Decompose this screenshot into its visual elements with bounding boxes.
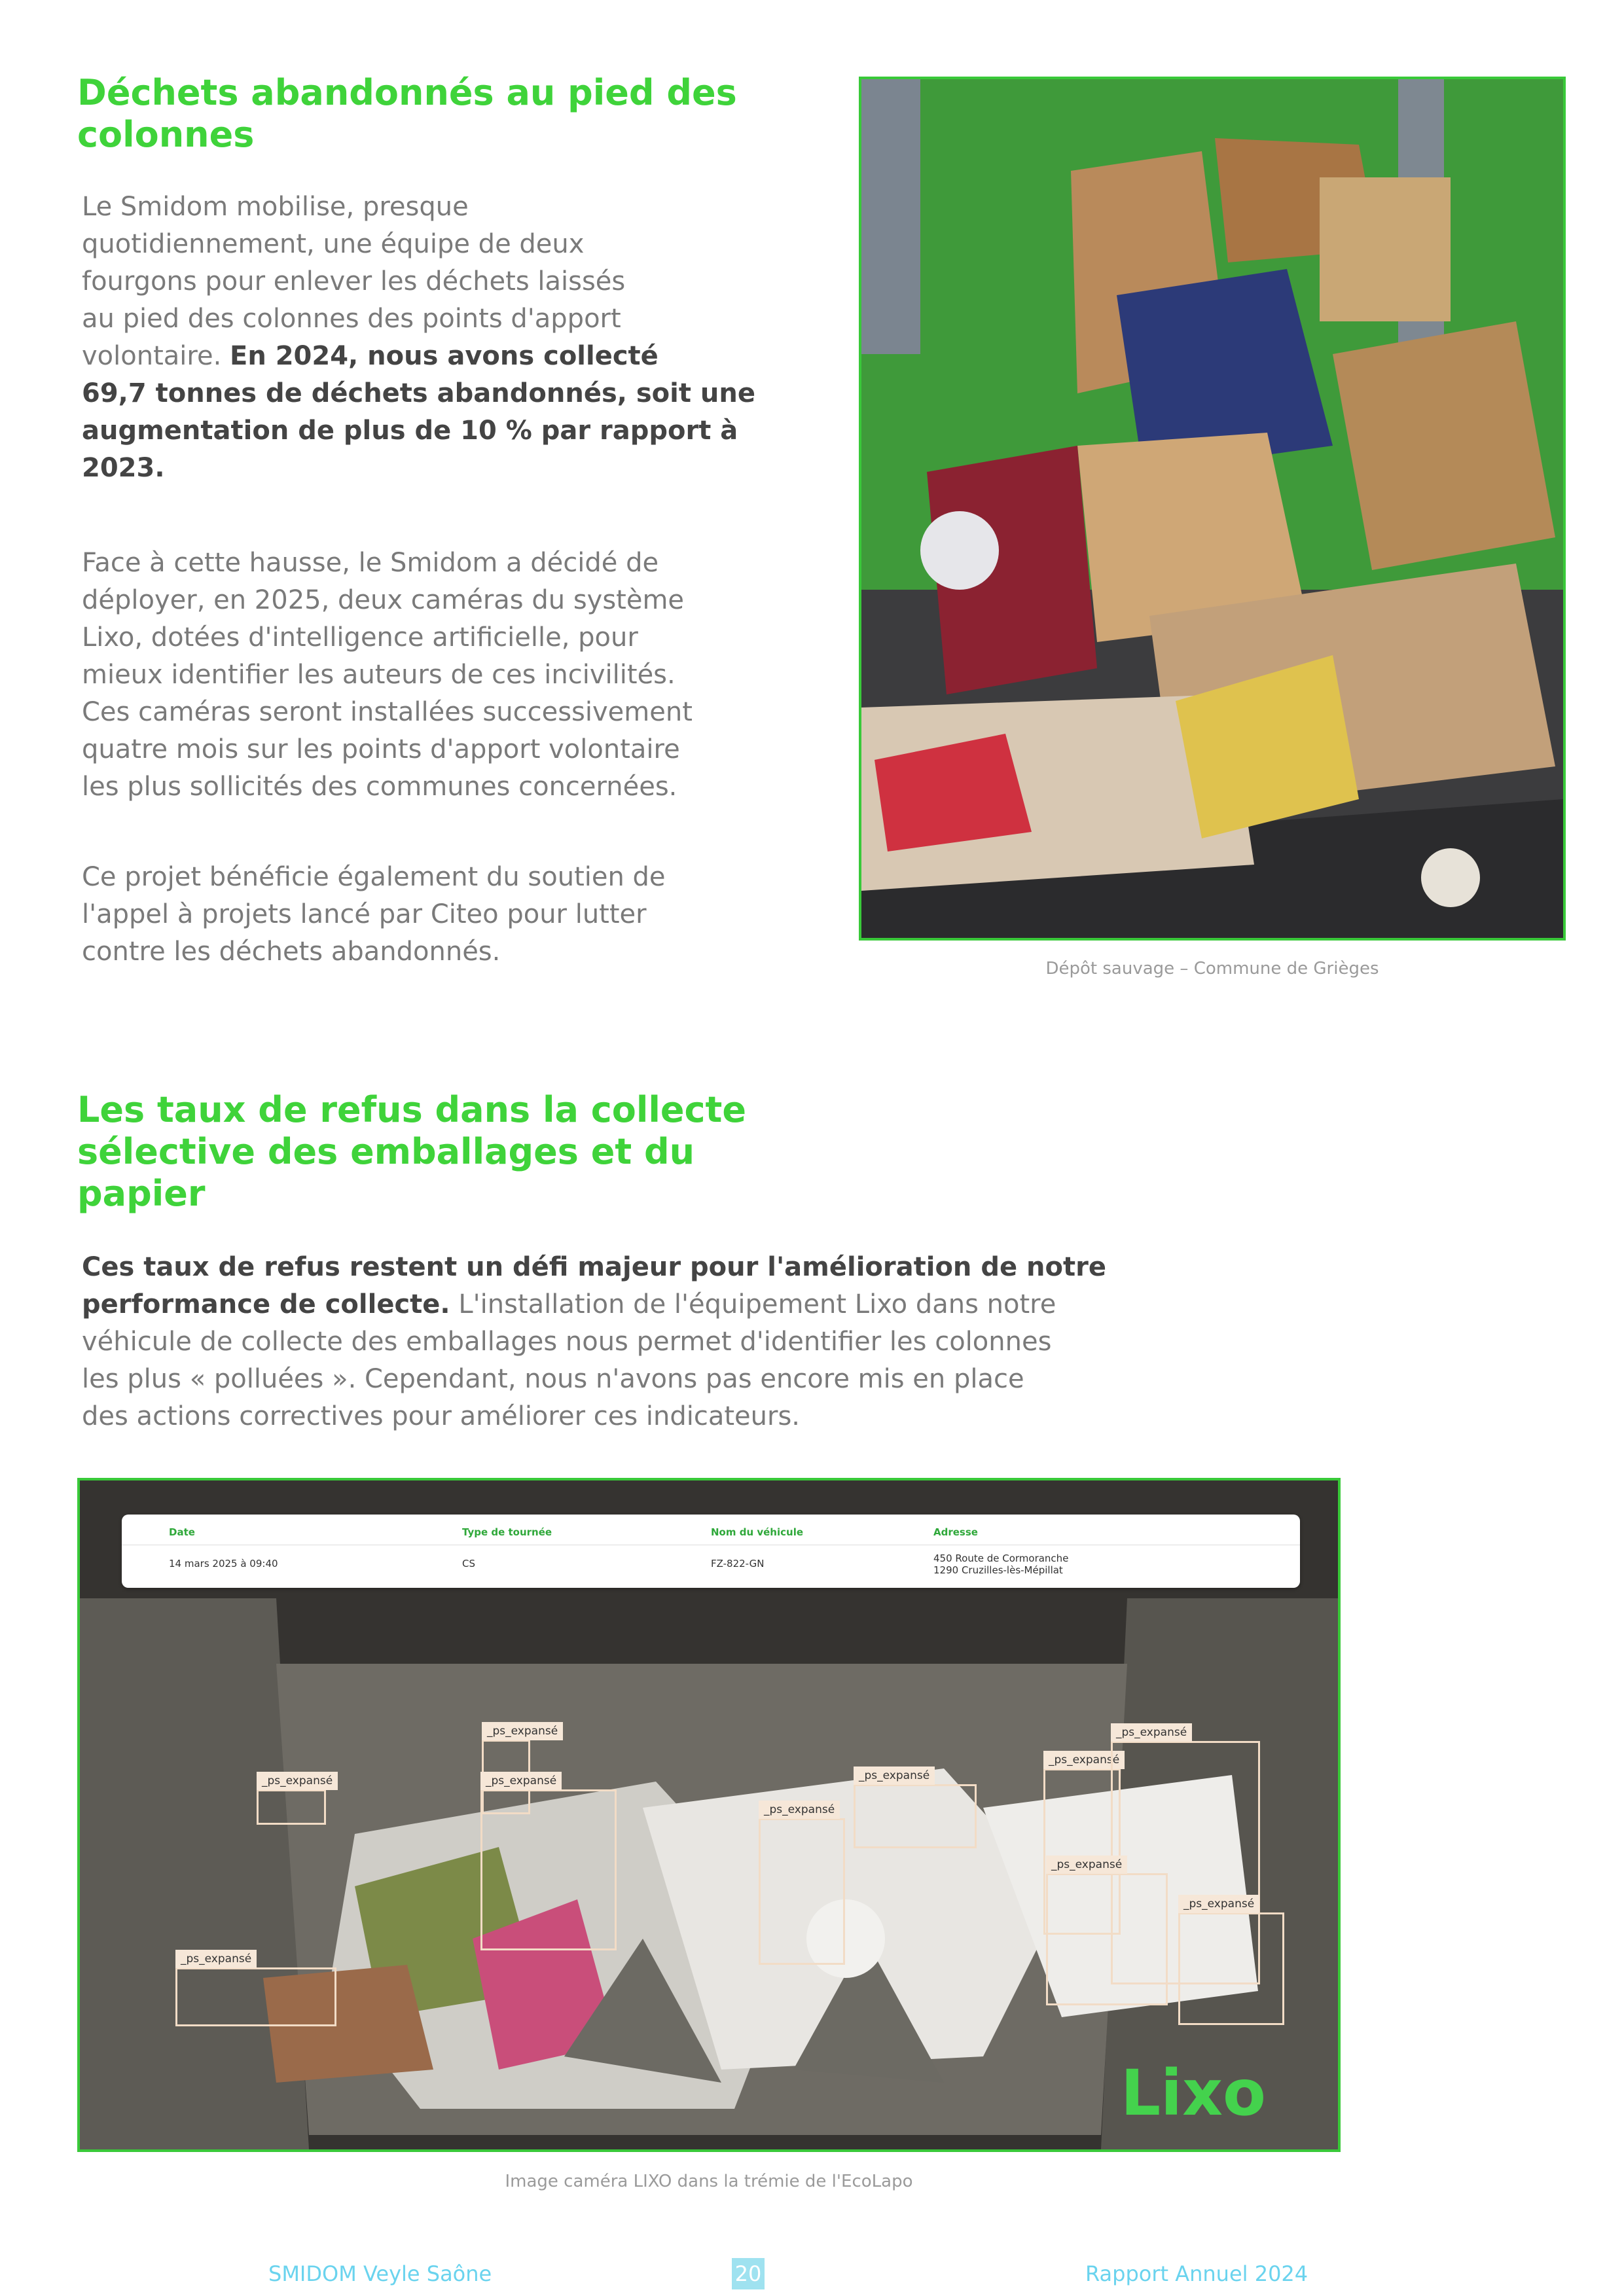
section2-title-line: Les taux de refus dans la collecte xyxy=(77,1089,746,1130)
p1-line: au pied des colonnes des points d'apport xyxy=(82,304,621,334)
lixo-value-route-type: CS xyxy=(462,1558,475,1570)
section2-line: L'installation de l'équipement Lixo dans notre xyxy=(450,1289,1056,1319)
p1-line: fourgons pour enlever les déchets laissés xyxy=(82,266,626,296)
detection-box xyxy=(854,1769,977,1848)
footer-organization: SMIDOM Veyle Saône xyxy=(268,2261,492,2286)
lixo-header-vehicle: Nom du véhicule xyxy=(711,1526,804,1538)
lixo-info-card xyxy=(122,1515,1300,1588)
section1-title-line2: colonnes xyxy=(77,114,255,155)
p3-line: contre les déchets abandonnés. xyxy=(82,937,501,967)
lixo-header-date: Date xyxy=(169,1526,195,1538)
detection-label: _ps_expansé xyxy=(1178,1895,1259,1913)
p1-bold: augmentation de plus de 10 % par rapport à xyxy=(82,416,738,446)
section2-paragraph xyxy=(82,1249,1234,1435)
detection-box xyxy=(175,1952,336,2026)
p2-line: Ces caméras seront installées successivement xyxy=(82,697,693,727)
lixo-logo: Lixo xyxy=(1121,2056,1266,2130)
section2-title-line: papier xyxy=(77,1173,206,1214)
section2-title xyxy=(77,1089,830,1215)
lixo-address-line1: 450 Route de Cormoranche xyxy=(933,1552,1069,1564)
p3-line: Ce projet bénéficie également du soutien de xyxy=(82,862,666,892)
detection-label: _ps_expansé xyxy=(257,1772,338,1790)
lixo-camera-image xyxy=(77,1478,1341,2152)
lixo-value-vehicle: FZ-822-GN xyxy=(711,1558,765,1570)
lixo-value-address xyxy=(933,1552,1068,1576)
section2-bold: performance de collecte. xyxy=(82,1289,450,1319)
section2-line: les plus « polluées ». Cependant, nous n'avons pas encore mis en place xyxy=(82,1364,1024,1394)
p1-line: volontaire. xyxy=(82,341,222,371)
detection-label: _ps_expansé xyxy=(1043,1751,1125,1769)
p1-bold: 69,7 tonnes de déchets abandonnés, soit une xyxy=(82,378,756,408)
lixo-value-date: 14 mars 2025 à 09:40 xyxy=(169,1558,278,1570)
lixo-address-line2: 1290 Cruzilles-lès-Mépillat xyxy=(933,1564,1063,1576)
dumping-photo-caption: Dépôt sauvage – Commune de Grièges xyxy=(1045,959,1379,978)
detection-box xyxy=(257,1774,333,1825)
detection-label: _ps_expansé xyxy=(482,1722,563,1740)
section2-line: des actions correctives pour améliorer ces indicateurs. xyxy=(82,1401,801,1431)
detection-box xyxy=(759,1803,845,1965)
section1-title xyxy=(77,72,810,156)
dumping-photo xyxy=(859,77,1566,941)
detection-box xyxy=(1178,1897,1284,2025)
section2-line: véhicule de collecte des emballages nous permet d'identifier les colonnes xyxy=(82,1327,1052,1357)
p2-line: Face à cette hausse, le Smidom a décidé de xyxy=(82,548,659,578)
p2-line: mieux identifier les auteurs de ces incivilités. xyxy=(82,660,676,690)
section1-paragraph3 xyxy=(82,859,808,971)
footer-report-title: Rapport Annuel 2024 xyxy=(1085,2261,1308,2286)
detection-label: _ps_expansé xyxy=(759,1801,840,1819)
detection-label: _ps_expansé xyxy=(175,1950,257,1968)
p1-line: Le Smidom mobilise, presque xyxy=(82,192,469,222)
p1-bold: 2023. xyxy=(82,453,165,483)
p1-bold: En 2024, nous avons collecté xyxy=(230,341,659,371)
p2-line: les plus sollicités des communes concernées. xyxy=(82,772,677,802)
section2-title-line: sélective des emballages et du xyxy=(77,1131,695,1172)
p1-line: quotidiennement, une équipe de deux xyxy=(82,229,585,259)
section1-paragraph1 xyxy=(82,188,808,487)
lixo-header-route-type: Type de tournée xyxy=(462,1526,552,1538)
lixo-header-address: Adresse xyxy=(933,1526,978,1538)
page-number: 20 xyxy=(732,2258,765,2289)
p2-line: Lixo, dotées d'intelligence artificielle, pour xyxy=(82,622,638,653)
detection-label: _ps_expansé xyxy=(1111,1723,1192,1742)
dumping-photo-illustration xyxy=(861,79,1563,938)
detection-label: _ps_expansé xyxy=(854,1767,935,1785)
detection-label: _ps_expansé xyxy=(480,1772,562,1790)
p3-line: l'appel à projets lancé par Citeo pour lutter xyxy=(82,899,647,929)
detection-label: _ps_expansé xyxy=(1046,1856,1127,1874)
p2-line: déployer, en 2025, deux caméras du système xyxy=(82,585,685,615)
section1-paragraph2 xyxy=(82,545,808,806)
section2-bold: Ces taux de refus restent un défi majeur pour l'amélioration de notre xyxy=(82,1252,1106,1282)
detection-box xyxy=(1046,1858,1168,2005)
p2-line: quatre mois sur les points d'apport volontaire xyxy=(82,734,680,764)
detection-box xyxy=(480,1774,617,1950)
lixo-image-caption: Image caméra LIXO dans la trémie de l'EcoLapo xyxy=(505,2172,913,2191)
section1-title-line1: Déchets abandonnés au pied des xyxy=(77,72,737,113)
